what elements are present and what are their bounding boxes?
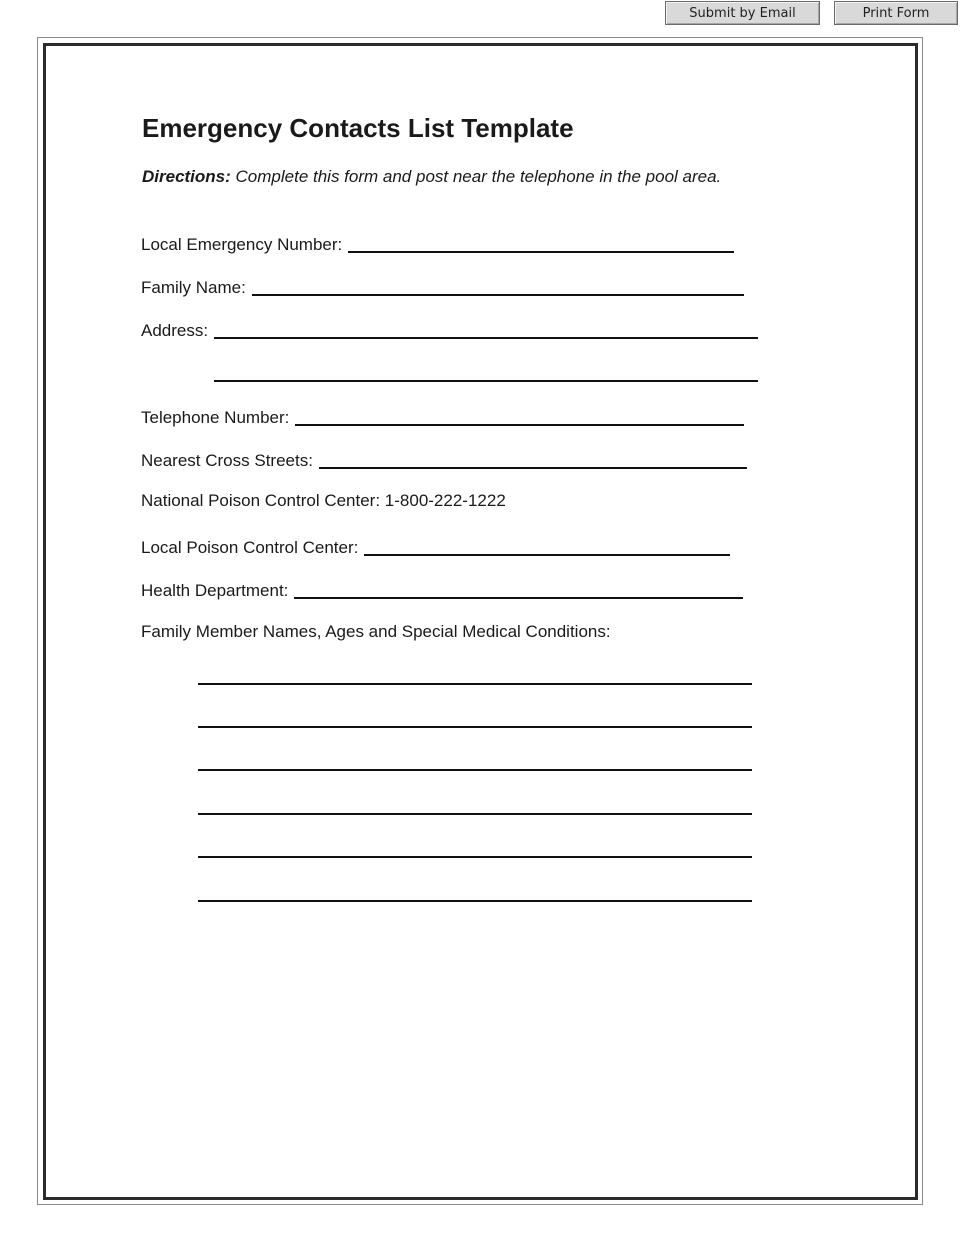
print-form-button[interactable]: Print Form xyxy=(834,1,958,25)
address-input-line-2[interactable] xyxy=(214,380,758,382)
form-title: Emergency Contacts List Template xyxy=(142,113,574,143)
local-poison-control-field xyxy=(141,534,730,558)
directions-label: Directions: xyxy=(142,167,231,186)
health-department-label: Health Department: xyxy=(141,581,289,600)
address-input-line-1[interactable] xyxy=(214,337,758,339)
nearest-cross-streets-label: Nearest Cross Streets: xyxy=(141,451,313,470)
local-poison-control-input[interactable] xyxy=(364,554,730,556)
local-emergency-number-input[interactable] xyxy=(348,251,734,253)
family-name-input[interactable] xyxy=(252,294,744,296)
family-member-line-2[interactable] xyxy=(198,726,752,728)
local-emergency-number-label: Local Emergency Number: xyxy=(141,235,343,254)
family-name-field xyxy=(141,274,744,298)
telephone-number-input[interactable] xyxy=(295,424,744,426)
directions-body: Complete this form and post near the telephone in the pool area. xyxy=(230,167,722,186)
national-poison-control-text: National Poison Control Center: 1-800-222-1222 xyxy=(141,491,506,510)
family-name-label: Family Name: xyxy=(141,278,246,297)
local-emergency-number-field xyxy=(141,231,734,255)
submit-by-email-button[interactable]: Submit by Email xyxy=(665,1,820,25)
directions-text xyxy=(142,167,721,187)
family-member-line-3[interactable] xyxy=(198,769,752,771)
family-members-label: Family Member Names, Ages and Special Medical Conditions: xyxy=(141,622,611,641)
family-member-line-1[interactable] xyxy=(198,683,752,685)
health-department-field xyxy=(141,577,743,601)
local-poison-control-label: Local Poison Control Center: xyxy=(141,538,359,557)
nearest-cross-streets-field xyxy=(141,447,747,471)
family-member-line-5[interactable] xyxy=(198,856,752,858)
family-member-line-4[interactable] xyxy=(198,813,752,815)
address-field xyxy=(141,317,758,341)
telephone-number-label: Telephone Number: xyxy=(141,408,290,427)
address-label: Address: xyxy=(141,321,209,340)
family-member-line-6[interactable] xyxy=(198,900,752,902)
telephone-number-field xyxy=(141,404,744,428)
nearest-cross-streets-input[interactable] xyxy=(319,467,747,469)
health-department-input[interactable] xyxy=(294,597,743,599)
